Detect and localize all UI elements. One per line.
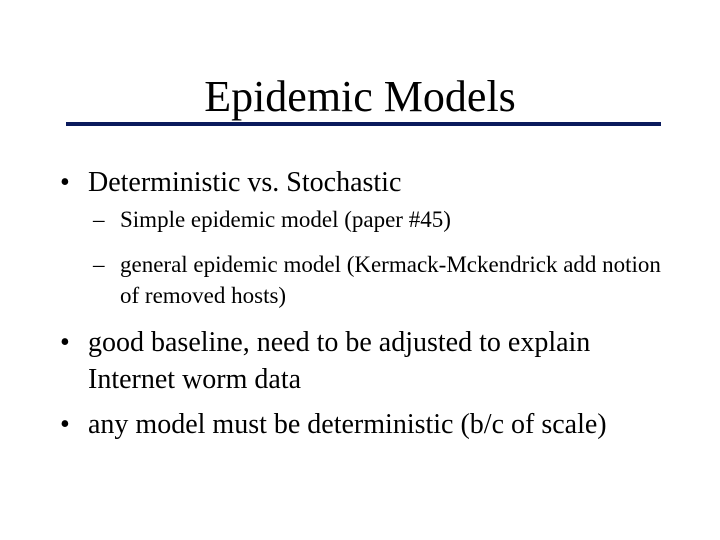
dash-marker: – (93, 207, 105, 232)
sub-item-text: Simple epidemic model (paper #45) (120, 207, 451, 232)
bullet-text: good baseline, need to be adjusted to explain Internet worm data (88, 327, 591, 395)
bullet-marker: • (60, 167, 70, 198)
sub-item-text: general epidemic model (Kermack-Mckendrick add notion of removed hosts) (120, 252, 661, 308)
sub-item-2 (93, 249, 673, 311)
dash-marker: – (93, 252, 105, 277)
bullet-item-1 (60, 164, 660, 201)
bullet-text: Deterministic vs. Stochastic (88, 167, 402, 198)
slide-title: Epidemic Models (204, 72, 516, 121)
bullet-text: any model must be deterministic (b/c of scale) (88, 409, 607, 440)
sub-item-1 (93, 204, 673, 235)
bullet-item-3 (60, 406, 660, 443)
bullet-marker: • (60, 409, 70, 440)
title-underline (66, 122, 661, 126)
bullet-marker: • (60, 327, 70, 358)
bullet-item-2 (60, 324, 660, 398)
